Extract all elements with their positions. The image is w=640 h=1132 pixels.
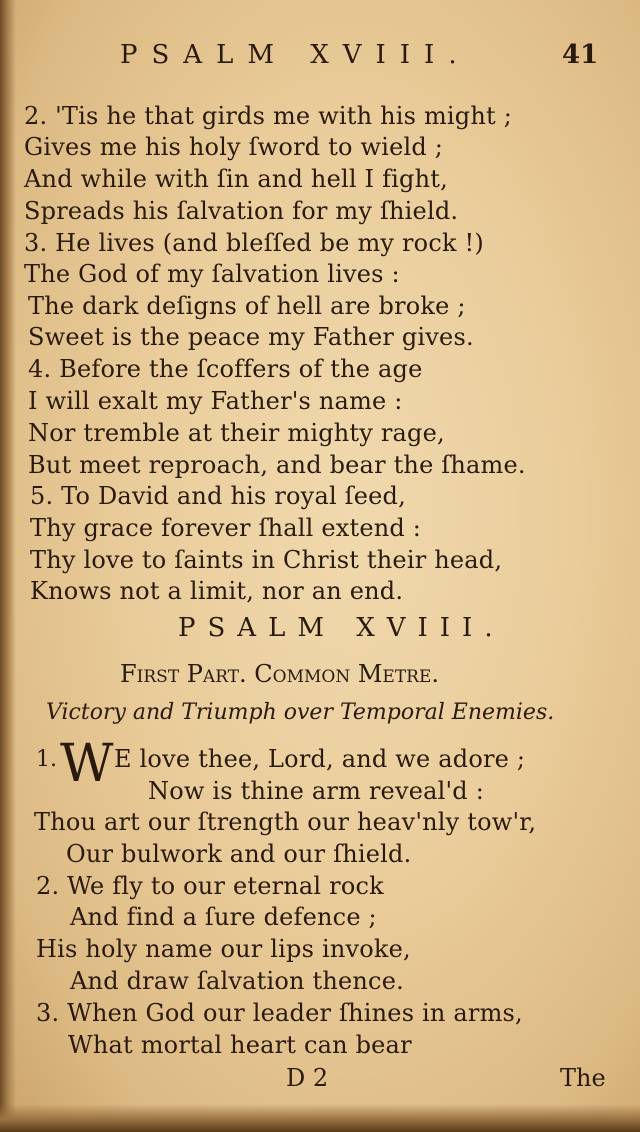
- verse-line: Knows not a limit, nor an end.: [30, 577, 404, 605]
- page-number: 41: [562, 40, 599, 70]
- verse-line: But meet reproach, and bear the ſhame.: [28, 451, 526, 479]
- drop-cap: W: [60, 734, 114, 794]
- part-heading: First Part. Common Metre.: [120, 660, 440, 688]
- verse-line: 2. We fly to our eternal rock: [36, 872, 384, 900]
- page-edge-bottom: [0, 1104, 640, 1132]
- verse-line: And draw ſalvation thence.: [70, 967, 404, 995]
- signature-mark: D 2: [286, 1064, 329, 1092]
- verse-line: And while with ſin and hell I fight,: [24, 165, 448, 193]
- verse-line: The dark deſigns of hell are broke ;: [28, 292, 466, 320]
- verse-line: Now is thine arm reveal'd :: [148, 777, 484, 805]
- verse-line: Our bulwork and our ſhield.: [66, 840, 412, 868]
- verse-line: His holy name our lips invoke,: [36, 935, 411, 963]
- verse-line: Spreads his ſalvation for my ſhield.: [24, 197, 459, 225]
- verse-line: And find a ſure defence ;: [70, 903, 377, 931]
- running-head: PSALM XVIII.: [120, 40, 471, 70]
- verse-line: Thy love to ſaints in Christ their head,: [30, 546, 503, 574]
- verse-line: Gives me his holy ſword to wield ;: [24, 133, 444, 161]
- verse-line: The God of my ſalvation lives :: [24, 260, 400, 288]
- verse-line: Sweet is the peace my Father gives.: [28, 323, 474, 351]
- verse-line: Thy grace forever ſhall extend :: [30, 514, 422, 542]
- verse-line: 5. To David and his royal ſeed,: [30, 482, 406, 510]
- verse-line: Nor tremble at their mighty rage,: [28, 419, 445, 447]
- catchword: The: [560, 1064, 606, 1092]
- page-edge-left: [0, 0, 16, 1132]
- verse-line: 4. Before the ſcoffers of the age: [28, 355, 423, 383]
- psalm-title: PSALM XVIII.: [178, 613, 505, 643]
- verse-line: 2. 'Tis he that girds me with his might ;: [24, 102, 512, 130]
- verse-line: 3. He lives (and bleſſed be my rock !): [24, 229, 484, 257]
- verse-line: Thou art our ſtrength our heav'nly tow'r,: [34, 808, 537, 836]
- verse-line: E love thee, Lord, and we adore ;: [114, 745, 526, 773]
- verse-line: 3. When God our leader ſhines in arms,: [36, 999, 523, 1027]
- verse-line: What mortal heart can bear: [68, 1031, 412, 1059]
- verse-number: 1.: [36, 747, 57, 772]
- psalm-subtitle: Victory and Triumph over Temporal Enemies.: [46, 700, 555, 725]
- verse-line: I will exalt my Father's name :: [28, 387, 403, 415]
